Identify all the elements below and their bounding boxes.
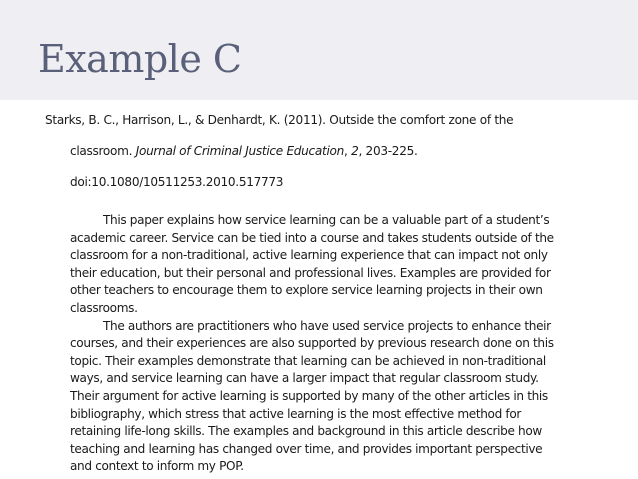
citation-separator: , [343,144,352,158]
paragraph-line: classroom for a non-traditional, active learning experience that can impact not only [70,248,548,263]
paragraph-line: other teachers to encourage them to explore service learning projects in their own [70,283,543,298]
citation-pages: , 203-225. [358,144,418,158]
citation-volume: 2 [351,144,359,158]
paragraph-line: teaching and learning has changed over time, and provides important perspective [70,441,543,456]
paragraph-line: topic. Their examples demonstrate that learning can be achieved in non-traditional [70,353,546,368]
citation-doi: doi:10.1080/10511253.2010.517773 [70,175,284,189]
paragraph-line: academic career. Service can be tied into a course and takes students outside of the [70,230,554,245]
paragraph-line: ways, and service learning can have a larger impact that regular classroom study. [70,371,539,386]
citation-authors-line: Starks, B. C., Harrison, L., & Denhardt, K. (2011). Outside the comfort zone of the [45,113,514,127]
annotation-paragraph-2 [70,318,635,476]
paragraph-line: This paper explains how service learning can be a valuable part of a student’s [103,213,550,227]
annotation-paragraph-1 [70,212,635,318]
paragraph-line: retaining life-long skills. The examples and background in this article describe how [70,424,542,439]
citation-source-line [45,142,635,160]
paragraph-line: Their argument for active learning is supported by many of the other articles in this [70,388,548,403]
citation-journal: Journal of Criminal Justice Education [135,144,344,158]
paragraph-line: classrooms. [70,300,138,315]
paragraph-line: and context to inform my POP. [70,459,244,474]
annotation-body [70,212,635,476]
paragraph-line: The authors are practitioners who have used service projects to enhance their [103,318,551,333]
citation-source-prefix: classroom. [70,144,136,158]
paragraph-line: bibliography, which stress that active learning is the most effective method for [70,406,522,421]
paragraph-line: courses, and their experiences are also supported by previous research done on this [70,336,554,351]
citation [45,111,635,191]
slide-title: Example C [38,37,242,81]
paragraph-line: their education, but their personal and professional lives. Examples are provided for [70,265,551,280]
